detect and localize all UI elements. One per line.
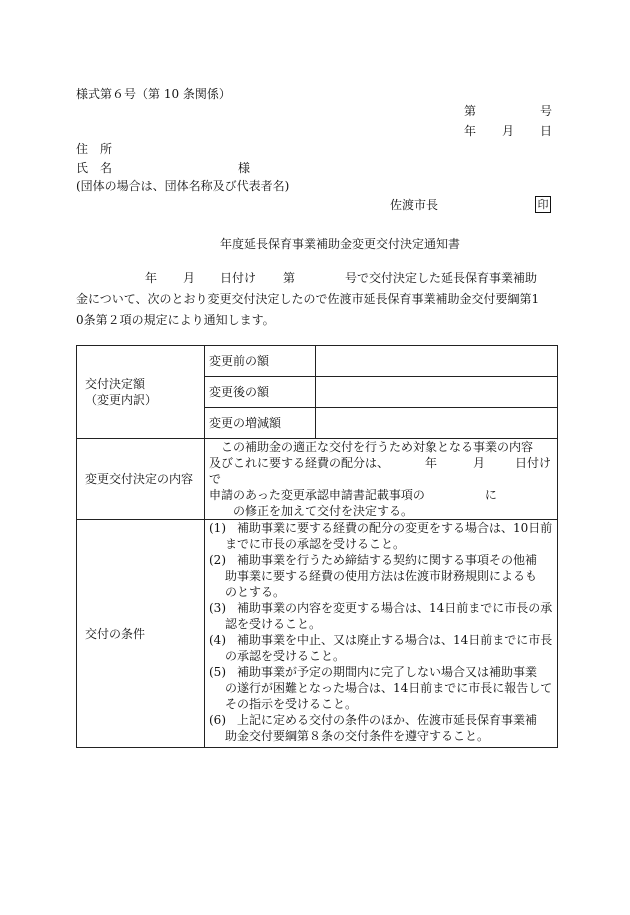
- condition-item: [209, 520, 553, 552]
- date-month: 月: [502, 124, 515, 138]
- document-title: 年度延長保育事業補助金変更交付決定通知書: [220, 237, 461, 251]
- condition-line: の遂行が困難となった場合は、14日前までに市長に報告して: [225, 681, 553, 695]
- body-line3: 0条第２項の規定により通知します。: [76, 313, 275, 327]
- content-line4: の修正を加えて交付を決定する。: [233, 504, 414, 518]
- condition-item: [209, 632, 553, 664]
- condition-item: [209, 712, 553, 744]
- content-line2-a: 及びこれに要する経費の配分は、: [209, 456, 390, 470]
- condition-line: 上記に定める交付の条件のほか、佐渡市延長保育事業補: [237, 713, 538, 727]
- diff-amount-value: [316, 408, 558, 439]
- condition-item: [209, 600, 553, 632]
- body-month: 月: [183, 271, 196, 285]
- name-label: 氏 名: [76, 161, 113, 175]
- conditions-list: [205, 520, 558, 748]
- amount-label: 交付決定額: [85, 377, 146, 391]
- seal-icon: 印: [535, 196, 551, 213]
- date-year: 年: [464, 124, 477, 138]
- condition-line: のとする。: [225, 585, 286, 599]
- seal-mark: [535, 196, 551, 213]
- content-line3: [209, 487, 553, 503]
- condition-number: (2): [209, 553, 226, 567]
- body-year: 年: [145, 271, 158, 285]
- after-amount-value: [316, 377, 558, 408]
- condition-line: 補助事業が予定の期間内に完了しない場合又は補助事業: [237, 665, 538, 679]
- condition-line: までに市長の承認を受けること。: [225, 537, 406, 551]
- honorific: 様: [238, 161, 251, 175]
- condition-line: 補助事業に要する経費の配分の変更をする場合は、10日前: [237, 521, 553, 535]
- conditions-label: 交付の条件: [77, 520, 205, 748]
- before-amount-label: 変更前の額: [205, 346, 316, 377]
- decision-table: [76, 345, 558, 748]
- condition-line: 補助事業を行うため締結する契約に関する事項その他補: [237, 553, 538, 567]
- doc-number-dai: 第: [464, 104, 477, 118]
- before-amount-value: [316, 346, 558, 377]
- amount-label-cell: [77, 346, 205, 439]
- date-day: 日: [540, 124, 553, 138]
- condition-item: [209, 664, 553, 712]
- condition-line: 補助事業を中止、又は廃止する場合は、14日前までに市長: [237, 633, 553, 647]
- condition-number: (6): [209, 713, 226, 727]
- group-note: (団体の場合は、団体名称及び代表者名): [76, 179, 290, 193]
- form-number: 様式第６号（第 10 条関係）: [76, 87, 231, 101]
- condition-number: (1): [209, 521, 226, 535]
- body-line2: 金について、次のとおり変更交付決定したので佐渡市延長保育事業補助金交付要綱第1: [76, 292, 540, 306]
- content-line2-date: 日付けで: [209, 456, 552, 486]
- content-line3-ni: に: [484, 488, 497, 502]
- content-line2-month: 月: [473, 456, 486, 470]
- condition-number: (3): [209, 601, 226, 615]
- doc-number-go: 号: [540, 104, 553, 118]
- address-label: 住 所: [76, 142, 113, 156]
- condition-item: [209, 552, 553, 600]
- condition-line: 助金交付要綱第８条の交付条件を遵守すること。: [225, 729, 490, 743]
- issuer-title: 佐渡市長: [390, 198, 439, 212]
- content-line2-year: 年: [425, 456, 438, 470]
- condition-number: (4): [209, 633, 226, 647]
- condition-line: 認を受けること。: [225, 617, 322, 631]
- content-text: [205, 439, 558, 520]
- after-amount-label: 変更後の額: [205, 377, 316, 408]
- body-dai: 第: [283, 271, 296, 285]
- body-line1-tail: 号で交付決定した延長保育事業補助: [345, 271, 538, 285]
- condition-line: 補助事業の内容を変更する場合は、14日前までに市長の承: [237, 601, 553, 615]
- condition-line: の承認を受けること。: [225, 649, 346, 663]
- content-line3-a: 申請のあった変更承認申請書記載事項の: [209, 488, 425, 502]
- condition-number: (5): [209, 665, 226, 679]
- condition-line: その指示を受けること。: [225, 697, 358, 711]
- amount-sublabel: （変更内訳）: [85, 393, 158, 407]
- content-line1: この補助金の適正な交付を行うため対象となる事業の内容: [221, 440, 534, 454]
- content-label: 変更交付決定の内容: [77, 439, 205, 520]
- body-hizuke: 日付け: [220, 271, 257, 285]
- diff-amount-label: 変更の増減額: [205, 408, 316, 439]
- condition-line: 助事業に要する経費の使用方法は佐渡市財務規則によるも: [225, 569, 538, 583]
- content-line2: [209, 455, 553, 487]
